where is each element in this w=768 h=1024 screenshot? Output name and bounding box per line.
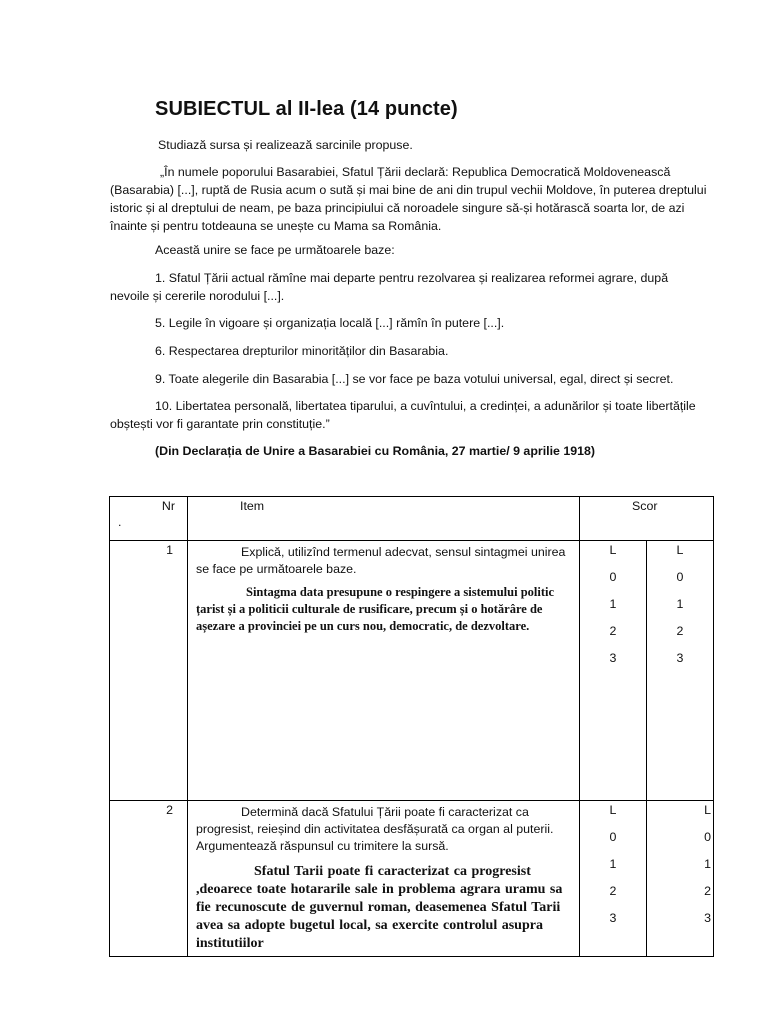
level-value: 3: [609, 651, 617, 665]
table-row: [110, 541, 714, 801]
header-nr: [110, 497, 188, 541]
header-nr-label: Nr: [161, 499, 175, 513]
level-value: 1: [704, 857, 711, 871]
header-item-label: Item: [240, 499, 265, 513]
row-number: 2: [110, 801, 188, 957]
level-value: 3: [704, 911, 711, 925]
level-value: 1: [609, 597, 617, 611]
row-number: 1: [110, 541, 188, 801]
level-value: 2: [609, 884, 617, 898]
level-label: L: [676, 543, 684, 557]
level-value: 1: [609, 857, 617, 871]
header-item: [188, 497, 580, 541]
level-value: 2: [704, 884, 711, 898]
level-value: 2: [609, 624, 617, 638]
table-row: [110, 801, 714, 957]
header-scor-label: Scor: [632, 499, 658, 513]
level-value: 0: [609, 830, 617, 844]
header-nr-dot: .: [118, 515, 122, 529]
score-levels-b: [647, 541, 714, 801]
task-question: Determină dacă Sfatului Țării poate fi caracterizat ca progresist, reieșind din activitatea desfășurată ca organ al puterii. Argumentează răspunsul cu trimitere la sursă.: [196, 805, 554, 853]
level-value: 0: [609, 570, 617, 584]
point-1: 1. Sfatul Țării actual rămîne mai departe pentru rezolvarea și realizarea reformei agrare, după nevoile și cererile norodului [...].: [110, 271, 669, 303]
task-question: Explică, utilizînd termenul adecvat, sensul sintagmei unirea se face pe următoarele baze.: [196, 545, 566, 576]
source-quote: „În numele poporului Basarabiei, Sfatul Țării declară: Republica Democratică Moldovenească (Basarabia) [...], ruptă de Rusia acum o sută și mai bine de ani din trupul vechii Moldove, în puterea dreptului istoric și al dreptului de neam, pe baza principiului că noroadele singure să-și hotărască soarta lor, de azi înainte și pentru totdeauna se unește cu Mama sa România.: [110, 165, 707, 233]
page-title: SUBIECTUL al II-lea (14 puncte): [155, 98, 458, 120]
level-value: 0: [676, 570, 684, 584]
level-label: L: [609, 543, 617, 557]
table-header-row: [110, 497, 714, 541]
task-answer: Sintagma data presupune o respingere a sistemului politic țarist și a politicii culturale de rusificare, precum și o hotărâre de așezare a provinciei pe un curs nou, democratic, de dezvoltare.: [196, 585, 555, 633]
level-value: 2: [676, 624, 684, 638]
point-10: 10. Libertatea personală, libertatea tiparului, a cuvîntului, a credinței, a adunărilor și toate libertățile obștești vor fi garantate prin constituție.”: [110, 399, 696, 431]
task-answer: Sfatul Tarii poate fi caracterizat ca progresist ,deoarece toate hotararile sale in problema agrara uramu sa fie recunoscute de guvernul roman, deasemenea Sfatul Tarii avea sa adopte bugetul local, sa exercite controlul asupra institutiilor: [196, 864, 563, 951]
score-levels-a: [580, 801, 647, 957]
bases-intro: Această unire se face pe următoarele baze:: [155, 243, 395, 257]
instruction-text: Studiază sursa și realizează sarcinile propuse.: [158, 138, 413, 152]
level-value: 0: [704, 830, 711, 844]
level-value: 1: [676, 597, 684, 611]
source-citation: (Din Declarația de Unire a Basarabiei cu România, 27 martie/ 9 aprilie 1918): [155, 444, 596, 458]
task-cell: [188, 541, 580, 801]
score-levels-b: [647, 801, 714, 957]
point-5: 5. Legile în vigoare și organizația locală [...] rămîn în putere [...].: [155, 316, 505, 330]
task-cell: [188, 801, 580, 957]
level-label: L: [609, 803, 617, 817]
level-value: 3: [609, 911, 617, 925]
score-levels-a: [580, 541, 647, 801]
score-table: [109, 496, 714, 957]
point-6: 6. Respectarea drepturilor minorităților din Basarabia.: [155, 344, 449, 358]
point-9: 9. Toate alegerile din Basarabia [...] se vor face pe baza votului universal, egal, direct și secret.: [155, 372, 674, 386]
level-value: 3: [676, 651, 684, 665]
level-label: L: [704, 803, 711, 817]
header-scor: [580, 497, 714, 541]
